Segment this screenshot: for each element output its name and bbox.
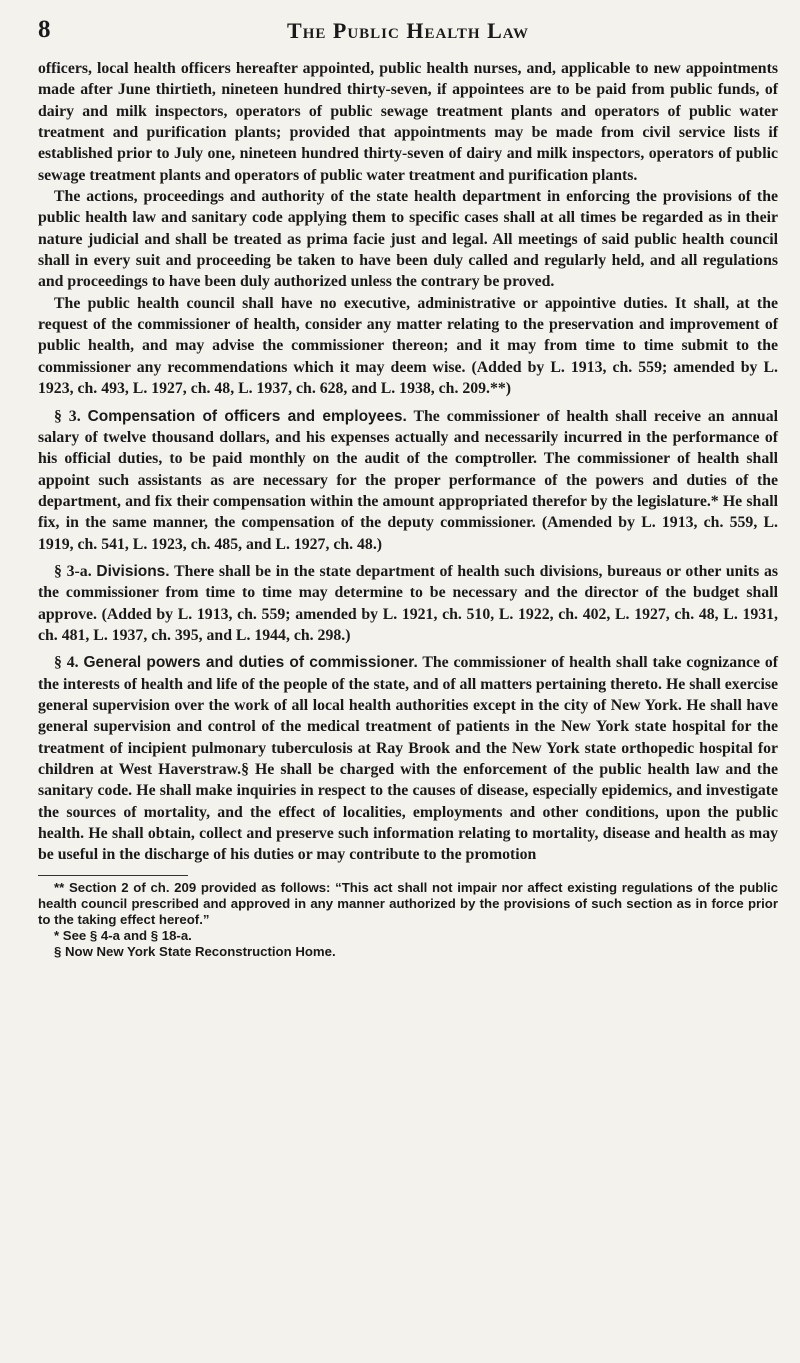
section-title: Compensation of officers and employees.: [87, 407, 407, 425]
body-text: [38, 58, 778, 866]
footnote-divider: [38, 875, 188, 876]
section-3: [38, 406, 778, 555]
paragraph: officers, local health officers hereafter appointed, public health nurses, and, applicable to new appointments made after June thirtieth, nineteen hundred thirty-seven, if appointees are to be paid from public funds, of dairy and milk inspectors, operators of public sewage treatment plants and operators of public water treatment and purification plants; provided that appointments may be made from civil service lists if established prior to July one, nineteen hundred thirty-seven of dairy and milk inspectors, operators of public sewage treatment plants and operators of public water treatment and purification plants.: [38, 60, 778, 184]
footnotes: [38, 880, 778, 960]
section-title: Divisions.: [96, 562, 170, 580]
paragraph: The public health council shall have no executive, administrative or appointive duties. It shall, at the request of the commissioner of health, consider any matter relating to the preservation and improvement of public health, and may advise the commissioner thereon; and it may from time to time submit to the commissioner any recommendations which it may deem wise. (Added by L. 1913, ch. 559; amended by L. 1923, ch. 493, L. 1927, ch. 48, L. 1937, ch. 628, and L. 1938, ch. 209.**): [38, 294, 778, 398]
section-4: [38, 652, 778, 865]
section-title: General powers and duties of commissioner.: [83, 654, 418, 672]
section-number: § 3-a.: [54, 562, 92, 580]
footnote: § Now New York State Reconstruction Home.: [54, 943, 336, 959]
page-number: 8: [38, 16, 51, 43]
footnote: * See § 4-a and § 18-a.: [54, 927, 192, 943]
section-text: The commissioner of health shall receive an annual salary of twelve thousand dollars, and his expenses actually and necessarily incurred in the performance of his official duties, to be paid monthly on the audit of the comptroller. The commissioner of health shall appoint such assistants as are necessary for the proper performance of the powers and duties of the department, and fix their compensation within the amount appropriated therefor by the legislature.* He shall fix, in the same manner, the compensation of the deputy commissioner. (Amended by L. 1913, ch. 559, L. 1919, ch. 541, L. 1923, ch. 485, and L. 1927, ch. 48.): [38, 407, 779, 553]
section-text: There shall be in the state department of health such divisions, bureaus or other units as the commissioner from time to time may determine to be necessary and the director of the budget shall approve. (Added by L. 1913, ch. 559; amended by L. 1921, ch. 510, L. 1922, ch. 402, L. 1927, ch. 48, L. 1931, ch. 481, L. 1937, ch. 395, and L. 1944, ch. 298.): [38, 562, 778, 644]
section-text: The commissioner of health shall take cognizance of the interests of health and life of the people of the state, and of all matters pertaining thereto. He shall exercise general supervision over the work of all local health authorities except in the city of New York. He shall have general supervision and control of the medical treatment of patients in the New York state hospital for the treatment of incipient pulmonary tuberculosis at Ray Brook and the New York state orthopedic hospital for children at West Haverstraw.§ He shall be charged with the enforcement of the public health law and the sanitary code. He shall make inquiries in respect to the causes of disease, especially epidemics, and investigate the sources of mortality, and the effect of localities, employments and other conditions, upon the public health. He shall obtain, collect and preserve such information relating to mortality, disease and health as may be useful in the discharge of his duties or may contribute to the promotion: [38, 654, 778, 864]
page-header: [38, 14, 778, 58]
section-3a: [38, 561, 778, 646]
running-title: The Public Health Law: [287, 18, 529, 43]
section-number: § 4.: [54, 654, 79, 672]
footnote: ** Section 2 of ch. 209 provided as follows: “This act shall not impair nor affect existing regulations of the public health council prescribed and approved in any manner authorized by the provisions of such section as in force prior to the taking effect hereof.”: [38, 879, 778, 927]
paragraph: The actions, proceedings and authority of the state health department in enforcing the provisions of the public health law and sanitary code applying them to specific cases shall at all times be regarded as in their nature judicial and shall be treated as prima facie just and legal. All meetings of said public health council shall in every suit and proceeding be taken to have been duly called and regularly held, and all regulations and proceedings to have been duly authorized unless the contrary be proved.: [38, 188, 778, 291]
section-number: § 3.: [54, 407, 81, 425]
